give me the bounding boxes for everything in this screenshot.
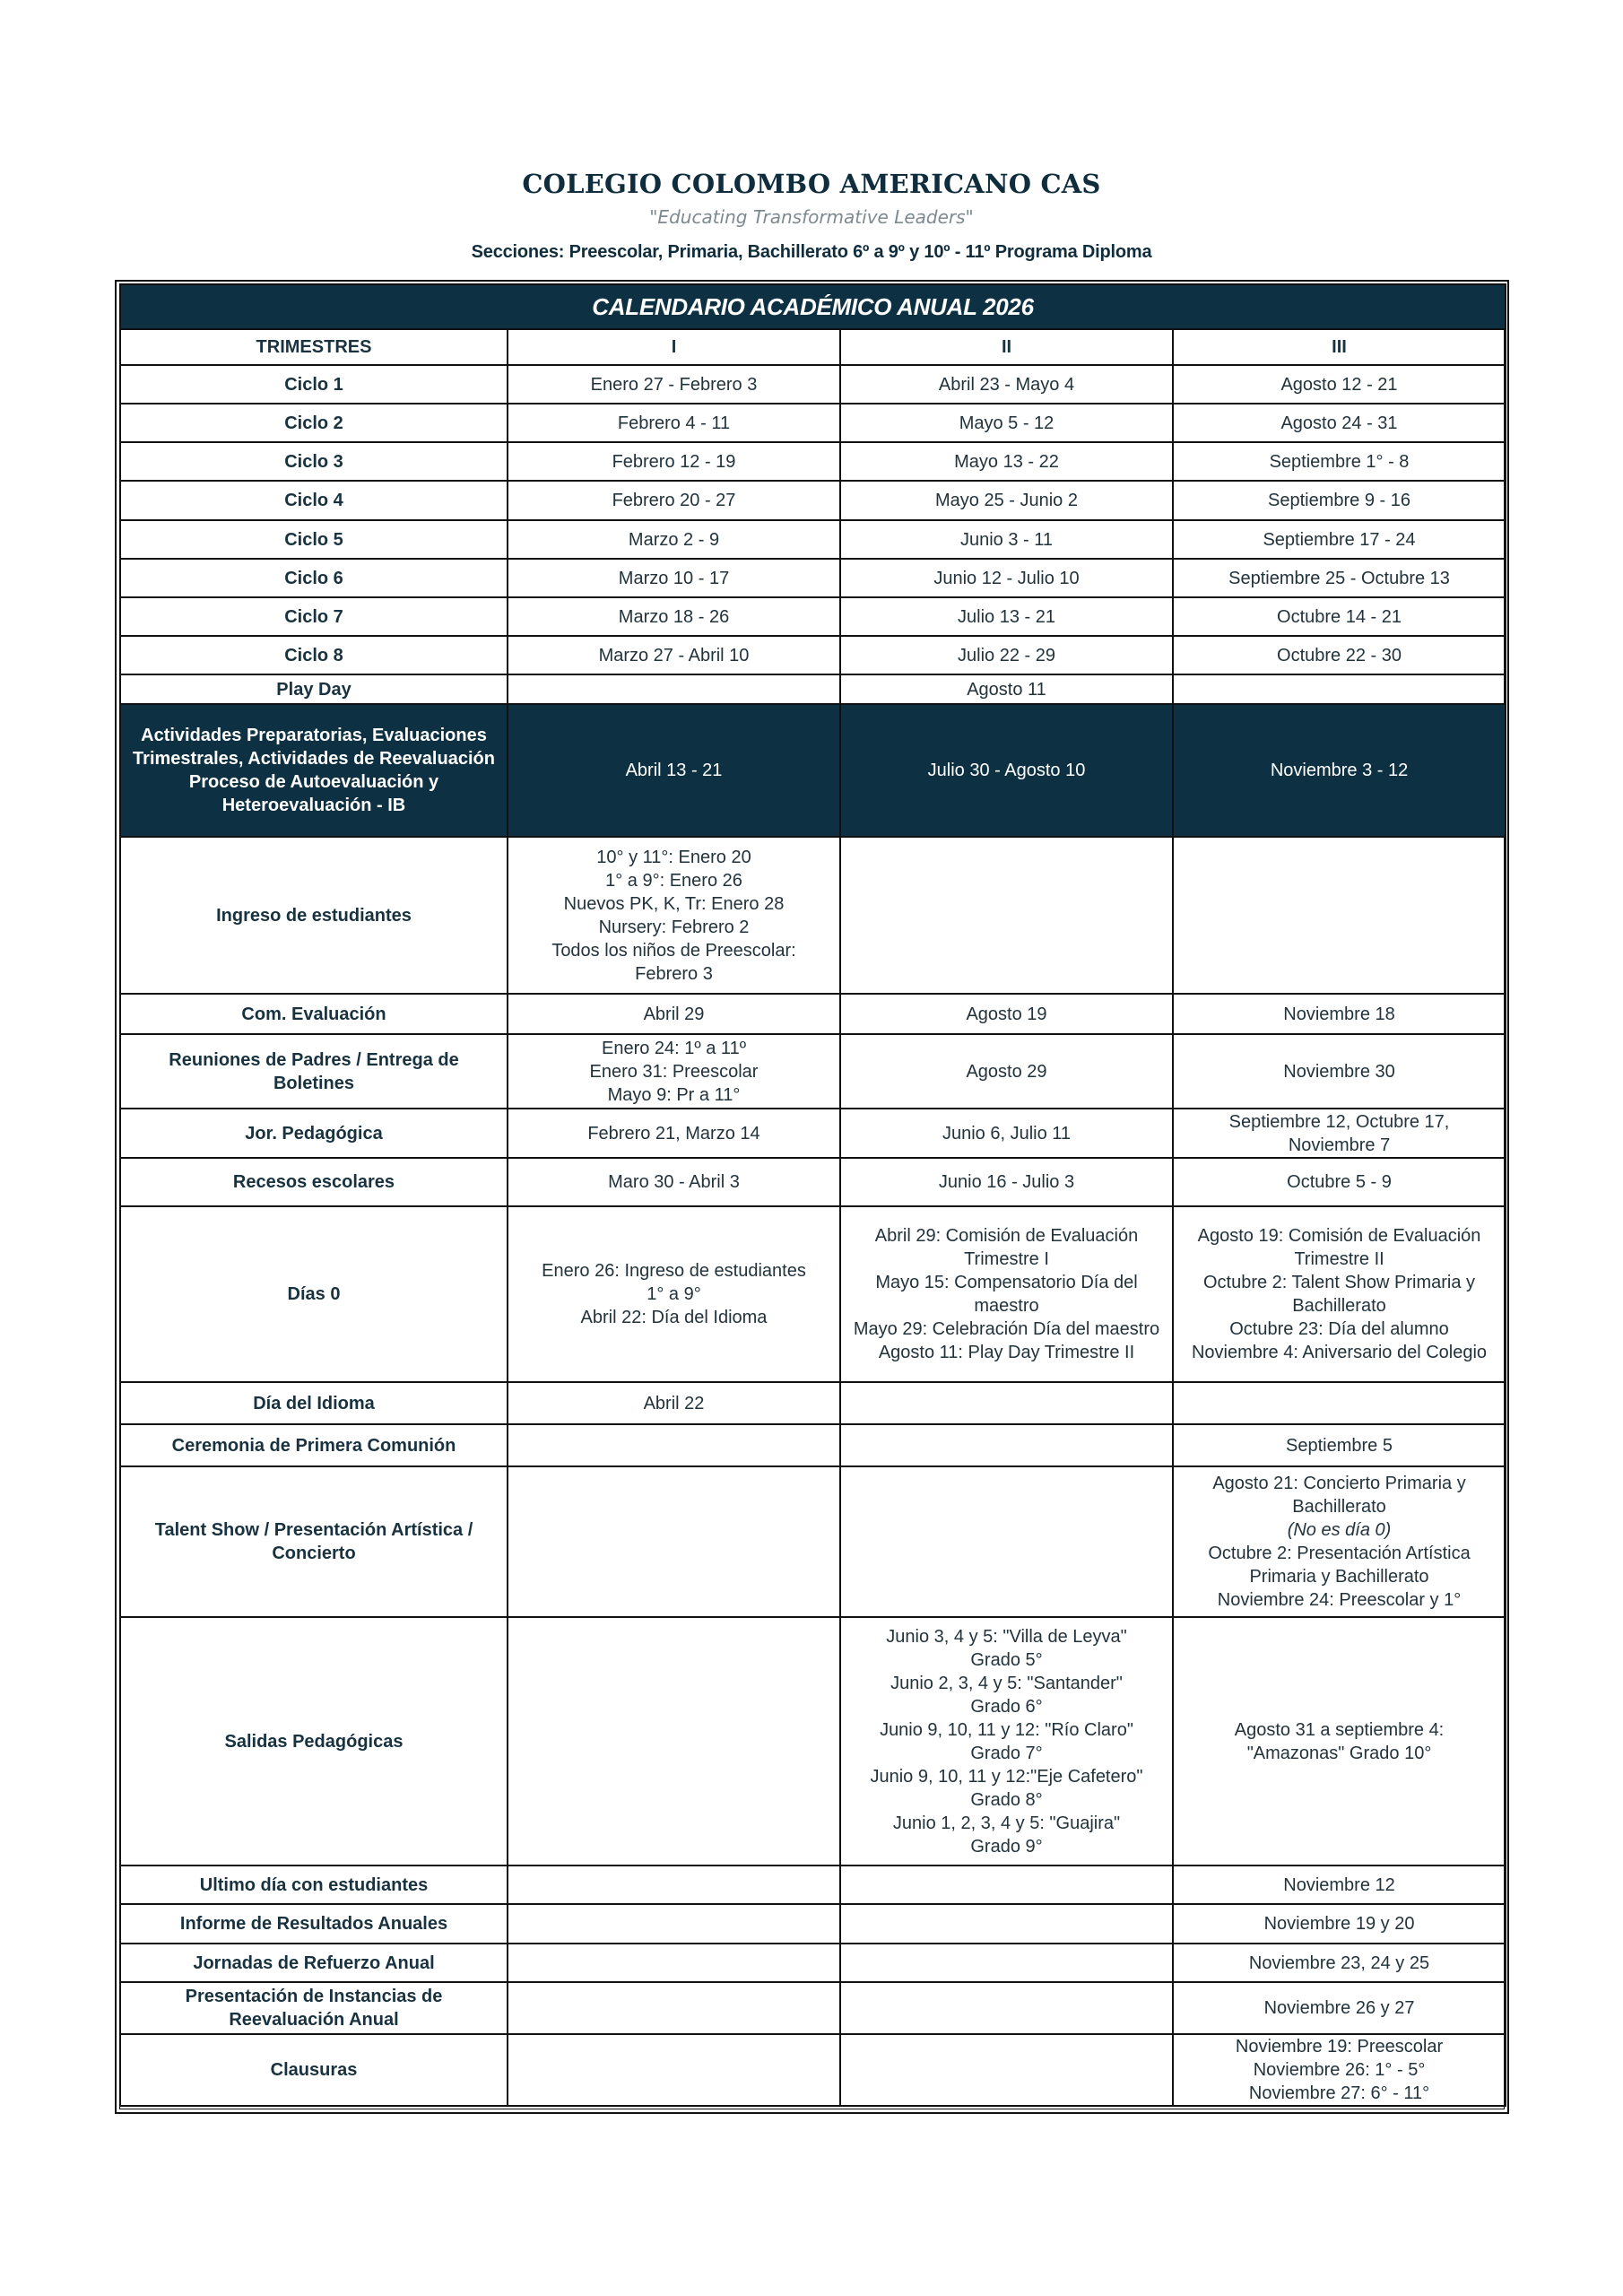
cell-line: Abril 29: Comisión de Evaluación [874,1226,1139,1246]
row-label [120,1904,508,1944]
trimester-1-cell [508,1206,840,1382]
cell-line: Noviembre 30 [1283,1061,1395,1082]
cell-line: Agosto 31 a septiembre 4: [1234,1719,1445,1740]
academic-calendar-table [119,283,1506,2107]
cell-line: Octubre 5 - 9 [1287,1172,1392,1192]
cell-line: Junio 1, 2, 3, 4 y 5: "Guajira" [892,1813,1121,1833]
trimester-1-cell [508,636,840,674]
row-label-line: Ciclo 3 [284,451,343,472]
row-label [120,1158,508,1206]
trimester-2-cell [840,1034,1173,1109]
row-label-line: Salidas Pedagógicas [224,1731,404,1752]
trimester-2-cell [840,674,1173,704]
row-label-line: Día del Idioma [253,1393,375,1413]
cell-line: Agosto 11 [967,679,1046,700]
trimester-3-cell [1173,481,1506,520]
calendar-body [120,365,1506,2106]
table-row [120,481,1506,520]
cell-line: 10° y 11°: Enero 20 [596,847,751,867]
row-label-line: Presentación de Instancias de [185,1987,443,2006]
row-label-line: Días 0 [287,1284,341,1304]
cell-line: Abril 29 [643,1004,705,1024]
row-label [120,1982,508,2034]
cell-line: Junio 2, 3, 4 y 5: "Santander" [890,1673,1123,1693]
cell-line: Trimestre II [1294,1249,1384,1269]
table-row [120,1424,1506,1466]
cell-line: Enero 27 - Febrero 3 [590,374,758,395]
row-label [120,559,508,597]
table-row [120,674,1506,704]
trimester-3-cell [1173,1466,1506,1617]
cell-line: Junio 16 - Julio 3 [938,1172,1075,1192]
table-row [120,1904,1506,1944]
cell-line: Junio 12 - Julio 10 [933,568,1080,588]
school-motto: "Educating Transformative Leaders" [649,206,974,228]
table-row [120,520,1506,559]
table-row [120,442,1506,481]
sections-subtitle: Secciones: Preescolar, Primaria, Bachillerato 6º a 9º y 10º - 11º Programa Diploma [471,242,1152,262]
cell-line: Septiembre 12, Octubre 17, [1228,1111,1450,1132]
trimester-1-cell [508,1382,840,1424]
row-label-line: Ingreso de estudiantes [216,905,412,926]
trimester-2-cell [840,520,1173,559]
row-label-line: Reevaluación Anual [229,2010,399,2030]
cell-line: Grado 9° [970,1836,1043,1857]
table-row [120,1617,1506,1866]
row-label-line: Actividades Preparatorias, Evaluaciones [141,726,487,745]
trimester-2-cell [840,2034,1173,2106]
table-row [120,404,1506,442]
row-label-line: Reuniones de Padres / Entrega de [169,1049,459,1070]
row-label-line: Heteroevaluación - IB [221,796,406,815]
row-label [120,1617,508,1866]
table-row [120,1466,1506,1617]
trimester-1-cell [508,442,840,481]
row-label [120,1109,508,1158]
row-label-line: Jornadas de Refuerzo Anual [193,1952,435,1973]
trimester-2-cell [840,1904,1173,1944]
row-label [120,704,508,837]
cell-line: Noviembre 7 [1288,1135,1391,1155]
trimester-3-cell [1173,1866,1506,1904]
row-label [120,1034,508,1109]
trimester-3-cell [1173,1424,1506,1466]
cell-line: Noviembre 3 - 12 [1270,761,1409,780]
trimester-3-cell [1173,365,1506,404]
cell-line: Mayo 13 - 22 [954,451,1059,472]
trimester-1-cell [508,404,840,442]
trimester-1-cell [508,520,840,559]
trimester-2-cell [840,1982,1173,2034]
trimester-3-cell [1173,559,1506,597]
cell-line: Bachillerato [1292,1296,1386,1316]
cell-line: Noviembre 27: 6° - 11° [1248,2083,1430,2103]
trimester-1-cell [508,1158,840,1206]
trimester-3-cell [1173,1109,1506,1158]
cell-line: Trimestre I [964,1249,1049,1269]
row-label-line: Ciclo 7 [284,606,343,627]
cell-line: Octubre 14 - 21 [1277,606,1402,627]
trimester-2-cell [840,1424,1173,1466]
trimester-3-cell [1173,674,1506,704]
row-label [120,1382,508,1424]
cell-line: Julio 22 - 29 [958,645,1055,665]
trimester-1-cell [508,597,840,636]
trimester-3-cell [1173,520,1506,559]
cell-line: Abril 22: Día del Idioma [580,1308,768,1327]
cell-line: Octubre 22 - 30 [1277,645,1402,665]
trimester-1-cell [508,674,840,704]
table-row [120,704,1506,837]
cell-line: Febrero 3 [635,963,713,984]
cell-line: Enero 26: Ingreso de estudiantes [542,1261,806,1281]
column-header-trimester-1: I [508,329,840,365]
cell-line: Junio 6, Julio 11 [942,1123,1072,1144]
trimester-1-cell [508,704,840,837]
cell-line: "Amazonas" Grado 10° [1246,1743,1432,1763]
row-label-line: Ciclo 5 [284,529,343,550]
cell-line: Febrero 21, Marzo 14 [587,1123,760,1144]
cell-line: Noviembre 4: Aniversario del Colegio [1191,1343,1488,1362]
cell-line: Mayo 25 - Junio 2 [935,491,1078,510]
trimester-2-cell [840,365,1173,404]
column-header-trimester-3: III [1173,329,1506,365]
cell-line: Mayo 9: Pr a 11° [607,1084,741,1105]
cell-line: Maro 30 - Abril 3 [608,1172,740,1192]
trimester-1-cell [508,1617,840,1866]
cell-line: Todos los niños de Preescolar: [551,940,796,961]
cell-line: Junio 3 - 11 [959,529,1054,550]
trimester-2-cell [840,1466,1173,1617]
trimester-2-cell [840,704,1173,837]
trimester-3-cell [1173,1382,1506,1424]
trimester-2-cell [840,1382,1173,1424]
table-row [120,1206,1506,1382]
row-label [120,1424,508,1466]
cell-line: Noviembre 26: 1° - 5° [1253,2060,1426,2080]
cell-line: Bachillerato [1292,1497,1386,1517]
cell-line: Mayo 15: Compensatorio Día del [875,1273,1138,1292]
trimester-1-cell [508,2034,840,2106]
table-row [120,1944,1506,1982]
column-header-trimester-2: II [840,329,1173,365]
cell-line: Septiembre 17 - 24 [1263,529,1416,550]
cell-line: Enero 31: Preescolar [589,1061,759,1082]
table-row [120,1109,1506,1158]
row-label-line: Ciclo 8 [284,645,343,665]
cell-line: 1° a 9° [647,1284,701,1304]
cell-line: Noviembre 19: Preescolar [1235,2037,1444,2057]
row-label [120,1206,508,1382]
trimester-2-cell [840,1158,1173,1206]
cell-line: Marzo 27 - Abril 10 [598,645,750,665]
cell-line: Septiembre 25 - Octubre 13 [1228,568,1450,588]
trimester-2-cell [840,1617,1173,1866]
row-label [120,994,508,1034]
school-name: COLEGIO COLOMBO AMERICANO CAS [522,169,1101,199]
cell-line: Grado 8° [970,1789,1043,1810]
cell-line: Noviembre 12 [1283,1874,1395,1895]
cell-line: Abril 22 [643,1393,705,1413]
cell-line: Grado 5° [970,1649,1043,1670]
row-label-line: Talent Show / Presentación Artística / [154,1520,473,1540]
cell-line: Nuevos PK, K, Tr: Enero 28 [563,893,785,914]
column-header-trimestres: TRIMESTRES [120,329,508,365]
cell-line: Junio 3, 4 y 5: "Villa de Leyva" [886,1626,1127,1647]
cell-line: Noviembre 26 y 27 [1263,1998,1415,2018]
cell-line: Agosto 29 [966,1061,1047,1082]
trimester-3-cell [1173,636,1506,674]
trimester-2-cell [840,994,1173,1034]
row-label-line: Informe de Resultados Anuales [179,1914,448,1934]
row-label [120,442,508,481]
trimester-2-cell [840,636,1173,674]
trimester-3-cell [1173,442,1506,481]
cell-line: Febrero 20 - 27 [612,491,736,510]
trimester-3-cell [1173,1904,1506,1944]
cell-line: Octubre 23: Día del alumno [1229,1319,1449,1339]
trimester-1-cell [508,559,840,597]
cell-line: Febrero 12 - 19 [612,451,736,472]
cell-line: Septiembre 9 - 16 [1268,491,1410,510]
row-label [120,1944,508,1982]
trimester-2-cell [840,837,1173,994]
cell-line: maestro [974,1296,1039,1316]
cell-line: Junio 9, 10, 11 y 12:"Eje Cafetero" [870,1766,1143,1787]
row-label-line: Ciclo 1 [284,374,343,395]
cell-line: Octubre 2: Talent Show Primaria y [1202,1273,1476,1292]
cell-line: (No es día 0) [1287,1520,1392,1540]
calendar-title: CALENDARIO ACADÉMICO ANUAL 2026 [120,284,1506,329]
trimester-3-cell [1173,1034,1506,1109]
row-label-line: Boletines [273,1073,355,1093]
cell-line: Junio 9, 10, 11 y 12: "Río Claro" [880,1719,1133,1740]
row-label-line: Proceso de Autoevaluación y [188,772,439,792]
row-label-line: Recesos escolares [232,1172,395,1192]
trimester-2-cell [840,404,1173,442]
cell-line: Mayo 29: Celebración Día del maestro [853,1319,1160,1339]
cell-line: Abril 23 - Mayo 4 [938,374,1075,395]
cell-line: Marzo 18 - 26 [618,606,730,627]
row-label [120,837,508,994]
row-label-line: Ciclo 6 [284,568,343,588]
table-row [120,1382,1506,1424]
cell-line: Grado 6° [970,1696,1043,1717]
cell-line: Julio 30 - Agosto 10 [927,761,1086,780]
row-label-line: Com. Evaluación [241,1004,386,1024]
trimester-1-cell [508,1466,840,1617]
row-label-line: Ciclo 2 [284,413,343,433]
trimester-3-cell [1173,1982,1506,2034]
cell-line: Mayo 5 - 12 [959,413,1055,433]
row-label [120,1466,508,1617]
trimester-1-cell [508,1034,840,1109]
trimester-1-cell [508,1982,840,2034]
row-label-line: Jor. Pedagógica [245,1123,383,1144]
row-label [120,597,508,636]
cell-line: Noviembre 23, 24 y 25 [1248,1952,1430,1973]
trimester-1-cell [508,481,840,520]
row-label-line: Trimestrales, Actividades de Reevaluación [133,749,495,769]
cell-line: 1° a 9°: Enero 26 [605,870,742,891]
trimester-1-cell [508,1866,840,1904]
row-label [120,1866,508,1904]
cell-line: Agosto 21: Concierto Primaria y [1212,1474,1466,1493]
table-row [120,636,1506,674]
row-label-line: Ceremonia de Primera Comunión [171,1435,456,1456]
row-label-line: Ciclo 4 [284,491,343,510]
cell-line: Abril 13 - 21 [625,761,723,780]
row-label-line: Concierto [272,1544,356,1563]
cell-line: Agosto 19: Comisión de Evaluación [1197,1226,1481,1246]
cell-line: Agosto 12 - 21 [1280,374,1398,395]
table-row [120,365,1506,404]
cell-line: Primaria y Bachillerato [1249,1567,1429,1587]
row-label-line: Play Day [276,679,352,700]
cell-line: Noviembre 18 [1283,1004,1395,1024]
row-label-line: Ultimo día con estudiantes [199,1874,429,1895]
trimester-2-cell [840,1206,1173,1382]
row-label [120,481,508,520]
trimester-2-cell [840,481,1173,520]
trimester-1-cell [508,1904,840,1944]
table-row [120,1034,1506,1109]
table-row [120,1982,1506,2034]
cell-line: Agosto 11: Play Day Trimestre II [878,1343,1135,1362]
header-row [120,329,1506,365]
trimester-2-cell [840,1944,1173,1982]
trimester-3-cell [1173,837,1506,994]
cell-line: Marzo 10 - 17 [618,568,730,588]
row-label [120,365,508,404]
trimester-2-cell [840,1109,1173,1158]
trimester-3-cell [1173,994,1506,1034]
trimester-3-cell [1173,1206,1506,1382]
trimester-1-cell [508,837,840,994]
cell-line: Febrero 4 - 11 [617,413,731,433]
row-label [120,2034,508,2106]
cell-line: Agosto 24 - 31 [1280,413,1398,433]
trimester-2-cell [840,442,1173,481]
row-label [120,674,508,704]
cell-line: Noviembre 19 y 20 [1263,1914,1415,1934]
table-row [120,837,1506,994]
cell-line: Nursery: Febrero 2 [598,917,750,937]
table-row [120,1158,1506,1206]
cell-line: Septiembre 1° - 8 [1269,451,1410,472]
table-row [120,994,1506,1034]
row-label-line: Clausuras [270,2060,358,2080]
cell-line: Octubre 2: Presentación Artística [1208,1544,1471,1563]
trimester-2-cell [840,1866,1173,1904]
trimester-3-cell [1173,1617,1506,1866]
table-row [120,597,1506,636]
trimester-3-cell [1173,704,1506,837]
row-label [120,636,508,674]
trimester-1-cell [508,1424,840,1466]
table-row [120,2034,1506,2106]
trimester-1-cell [508,1944,840,1982]
trimester-2-cell [840,559,1173,597]
trimester-1-cell [508,1109,840,1158]
trimester-3-cell [1173,1158,1506,1206]
trimester-1-cell [508,994,840,1034]
trimester-3-cell [1173,2034,1506,2106]
cell-line: Agosto 19 [966,1004,1047,1024]
cell-line: Enero 24: 1º a 11º [601,1038,746,1058]
table-row [120,559,1506,597]
trimester-1-cell [508,365,840,404]
table-row [120,1866,1506,1904]
trimester-2-cell [840,597,1173,636]
trimester-3-cell [1173,597,1506,636]
cell-line: Julio 13 - 21 [958,606,1055,627]
row-label [120,404,508,442]
row-label [120,520,508,559]
cell-line: Marzo 2 - 9 [628,529,720,550]
cell-line: Septiembre 5 [1286,1435,1393,1456]
cell-line: Noviembre 24: Preescolar y 1° [1217,1590,1462,1610]
trimester-3-cell [1173,404,1506,442]
trimester-3-cell [1173,1944,1506,1982]
cell-line: Grado 7° [970,1743,1043,1763]
